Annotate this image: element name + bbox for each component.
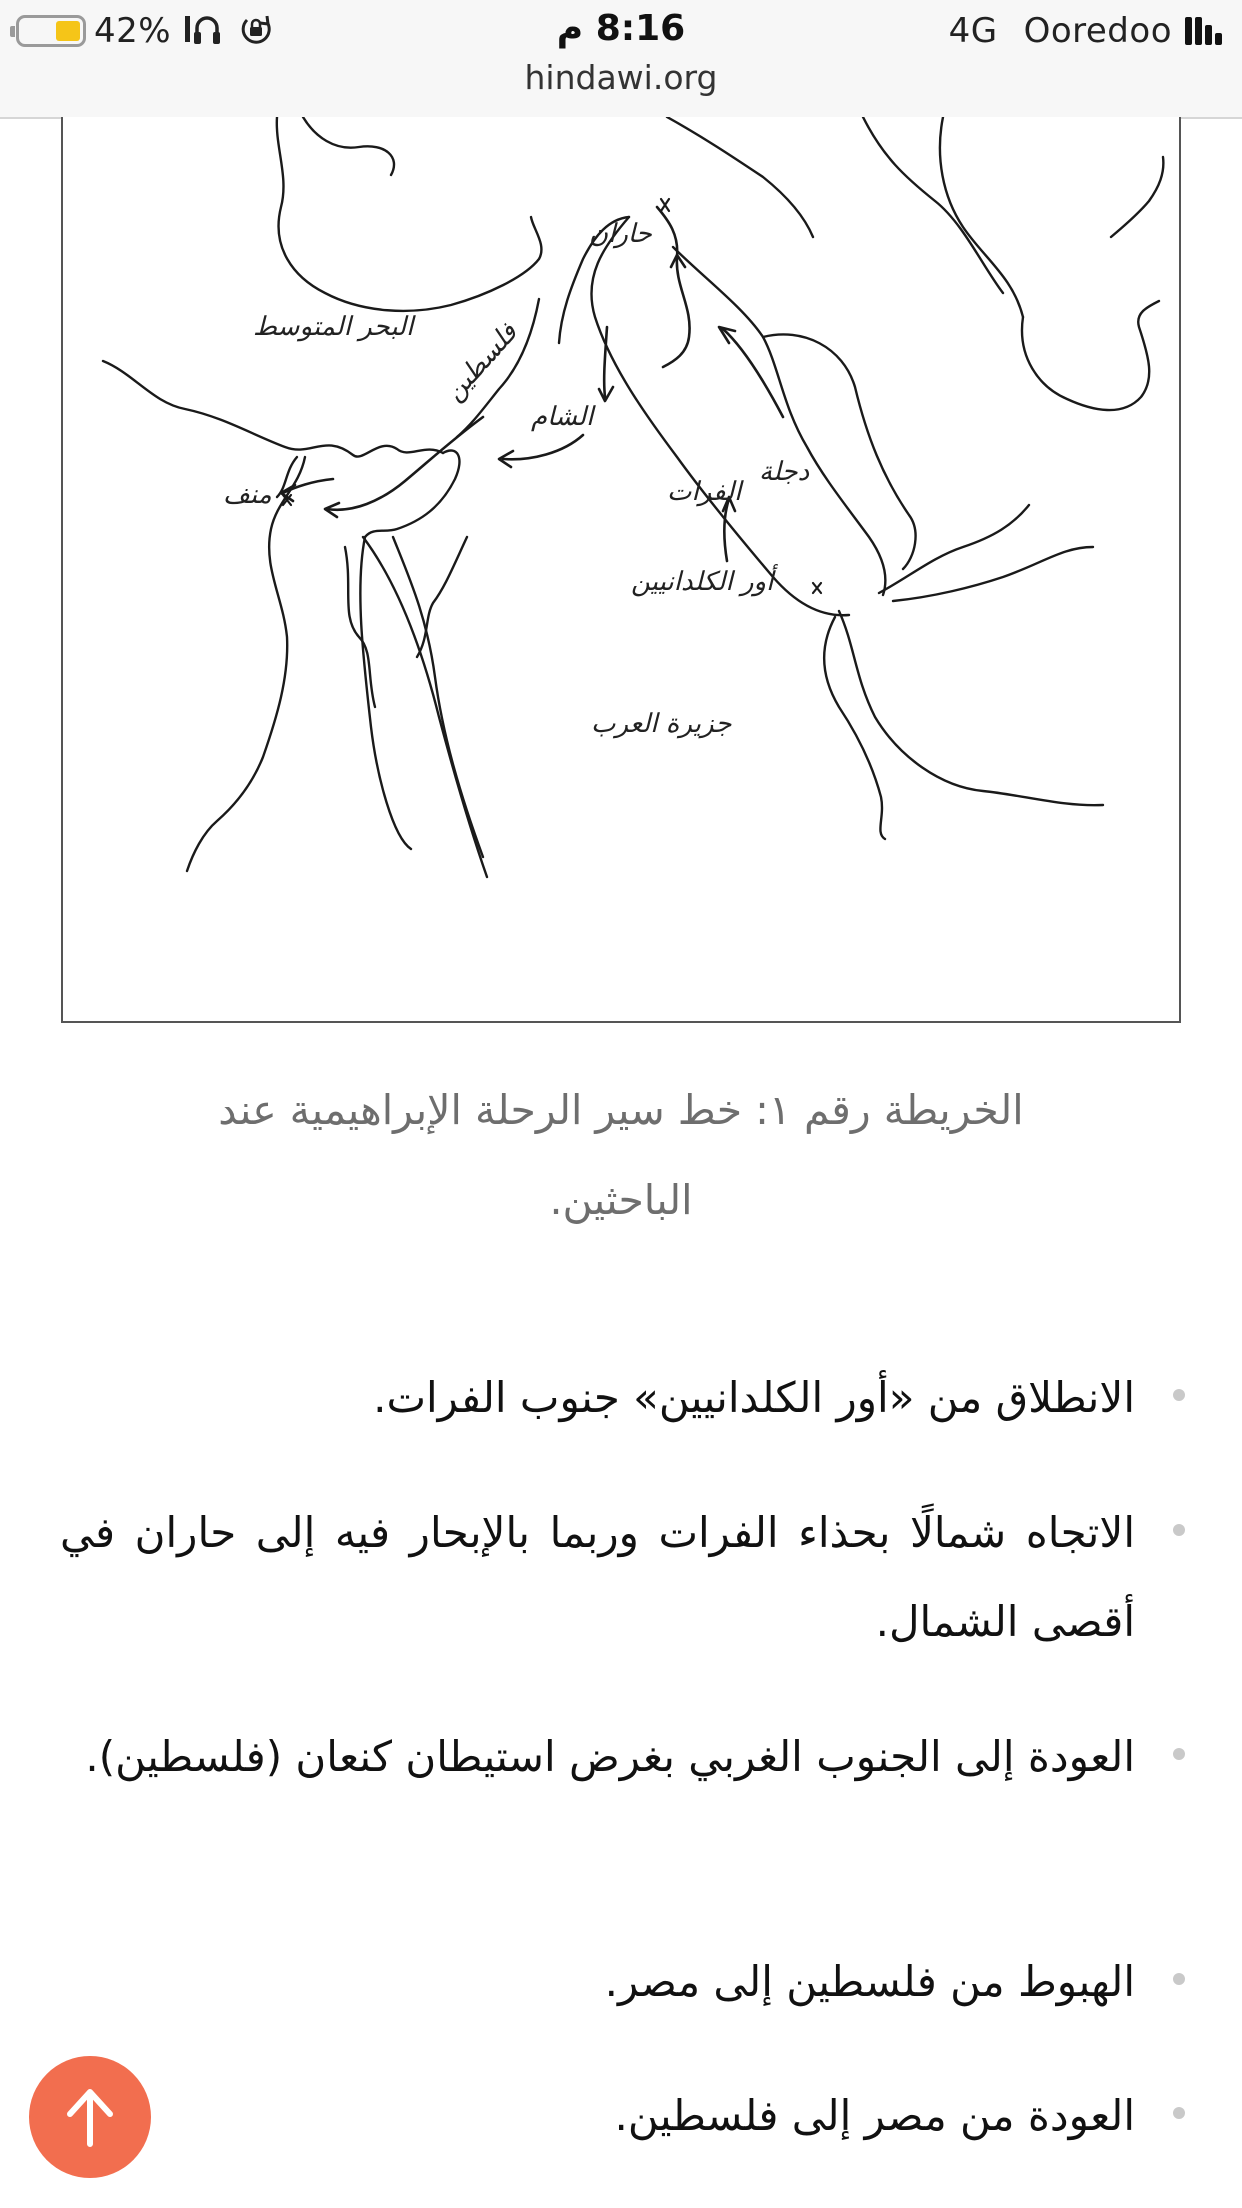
map-label-sham: الشام bbox=[531, 402, 594, 432]
list-item bbox=[60, 1937, 1135, 2026]
list-item bbox=[60, 1353, 1135, 1442]
signal-bars-icon bbox=[1182, 17, 1222, 45]
list-item-text: العودة من مصر إلى فلسطين. bbox=[614, 2091, 1135, 2140]
carrier-name: Ooredoo bbox=[1023, 11, 1172, 51]
network-type: 4G bbox=[948, 11, 998, 51]
clock: 8:16 م bbox=[556, 8, 686, 49]
scroll-to-top-button[interactable] bbox=[29, 2056, 151, 2178]
map-label-memphis: منف bbox=[223, 480, 272, 510]
map-figure bbox=[61, 117, 1181, 1023]
map-drawing bbox=[63, 117, 1179, 1021]
map-label-palestine: فلسطين bbox=[439, 317, 524, 408]
map-caption: الخريطة رقم ١: خط سير الرحلة الإبراهيمية عند الباحثين. bbox=[218, 1086, 1024, 1224]
list-item-text: العودة إلى الجنوب الغربي بغرض استيطان كنعان (فلسطين). bbox=[85, 1732, 1135, 1781]
list-item-text: الاتجاه شمالًا بحذاء الفرات وربما بالإبحار فيه إلى حاران في أقصى الشمال. bbox=[60, 1508, 1135, 1646]
map-label-ur: أور الكلدانيين bbox=[631, 567, 774, 597]
map-label-arabia: جزيرة العرب bbox=[591, 709, 732, 739]
bullet-dot bbox=[1173, 1389, 1185, 1401]
map-label-mediterranean: البحر المتوسط bbox=[253, 312, 414, 342]
map-label-euphrates: الفرات bbox=[667, 477, 742, 507]
list-item bbox=[60, 2071, 1135, 2160]
list-item bbox=[60, 1712, 1135, 1801]
list-item-text: الانطلاق من «أور الكلدانيين» جنوب الفرات. bbox=[373, 1373, 1135, 1422]
bullet-dot bbox=[1173, 1748, 1185, 1760]
battery-percent: 42% bbox=[94, 11, 172, 51]
list-item bbox=[60, 1488, 1135, 1666]
bullet-dot bbox=[1173, 1524, 1185, 1536]
bullet-dot bbox=[1173, 2107, 1185, 2119]
status-right bbox=[949, 10, 1222, 52]
map-label-haran: حاران bbox=[589, 219, 652, 249]
list-item-text: الهبوط من فلسطين إلى مصر. bbox=[604, 1957, 1135, 2006]
status-bar bbox=[0, 0, 1242, 119]
map-label-tigris: دجلة bbox=[759, 457, 810, 487]
bullet-dot bbox=[1173, 1973, 1185, 1985]
arrow-up-icon bbox=[62, 2086, 118, 2148]
page-url[interactable]: hindawi.org bbox=[524, 58, 718, 97]
